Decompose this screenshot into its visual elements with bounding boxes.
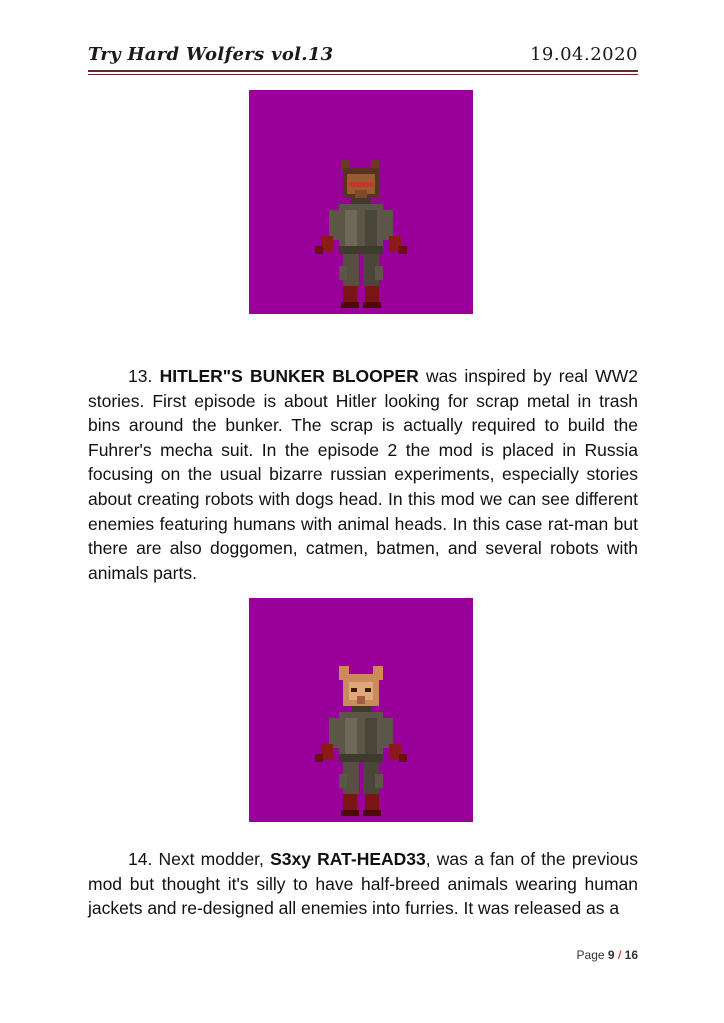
ratman-sprite-image [249,90,473,314]
item-number: 13. [128,366,153,386]
page-label: Page [576,948,605,962]
page-header [88,44,638,70]
page-total: 16 [624,948,638,962]
page-number [577,948,638,962]
ratman-variant-sprite-image [249,598,473,822]
document-date: 19.04.2020 [529,44,638,65]
paragraph-13 [88,364,638,585]
ratman-variant-sprite-graphic [249,598,473,822]
modder-name-bold: S3xy RAT-HEAD33 [270,849,426,869]
ratman-sprite-graphic [249,90,473,314]
mod-name-bold: HITLER"S BUNKER BLOOPER [159,366,419,386]
document-title: Try Hard Wolfers vol.13 [88,44,334,65]
paragraph-14 [88,847,638,921]
paragraph-body: was inspired by real WW2 stories. First episode is about Hitler looking for scrap metal in trash bins around the bunker. The scrap is actually required to build the Fuhrer's mecha suit. In the episode 2 the mod is placed in Russia focusing on the usual bizarre russian experiments, especially stories about creating robots with dogs head. In this mod we can see different enemies featuring humans with animal heads. In this case rat-man but there are also doggomen, catmen, batmen, and several robots with animals parts. [88,366,638,583]
item-number: 14. Next modder, [128,849,264,869]
paragraph-body: , was a fan of the previous mod but thought it's silly to have half-breed animals wearing human jackets and re-designed all enemies into furries. It was released as a [88,849,638,919]
page-current: 9 [607,948,615,962]
page-separator: / [617,948,622,962]
header-rule-thin [88,74,638,75]
header-rule [88,70,638,72]
